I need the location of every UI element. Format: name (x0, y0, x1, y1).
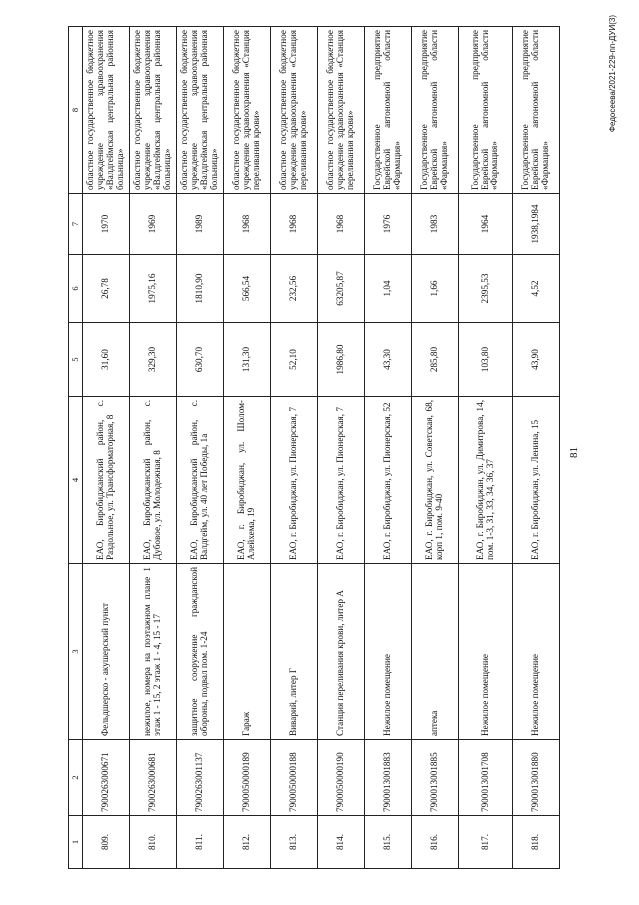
object-value: 63205,87 (318, 255, 365, 323)
object-name: Нежилое помещение (513, 564, 560, 740)
row-number: 817. (459, 816, 513, 869)
registry-number: 7900050000189 (224, 740, 271, 816)
registry-number: 7900050000190 (318, 740, 365, 816)
object-area: 43,30 (365, 323, 412, 397)
object-address: ЕАО, Биробиджанский район, с. Дубовое, ул. Молодежная, 8 (130, 397, 177, 564)
object-area: 103,80 (459, 323, 513, 397)
header-row (69, 27, 83, 869)
object-area: 329,30 (130, 323, 177, 397)
construction-year: 1968 (318, 194, 365, 255)
construction-year: 1968 (224, 194, 271, 255)
holder-name: Государственное предприятие Еврейской автономной области «Фармация» (365, 27, 412, 194)
table-row (130, 27, 177, 869)
object-name: Фельдшерско - акушерский пункт (83, 564, 130, 740)
object-address: ЕАО, Биробиджанский район, с. Раздольное, ул. Трансформаторная, 8 (83, 397, 130, 564)
object-name: Нежилое помещение (365, 564, 412, 740)
object-value: 566,54 (224, 255, 271, 323)
row-number: 811. (177, 816, 224, 869)
object-value: 232,56 (271, 255, 318, 323)
object-value: 1975,16 (130, 255, 177, 323)
table-row (224, 27, 271, 869)
construction-year: 1970 (83, 194, 130, 255)
object-value: 26,78 (83, 255, 130, 323)
registry-number: 7900263000681 (130, 740, 177, 816)
object-name: защитное сооружение гражданской обороны, подвал пом. 1-24 (177, 564, 224, 740)
table-row (412, 27, 459, 869)
column-header: 5 (69, 323, 83, 397)
object-name: Виварий, литер Г (271, 564, 318, 740)
object-value: 2395,53 (459, 255, 513, 323)
page-number: 81 (568, 447, 580, 458)
holder-name: Государственное предприятие Еврейской автономной области «Фармация» (513, 27, 560, 194)
table-row (513, 27, 560, 869)
column-header: 6 (69, 255, 83, 323)
column-header: 2 (69, 740, 83, 816)
object-address: ЕАО, г. Биробиджан, ул. Пионерская, 7 (271, 397, 318, 564)
table-row (177, 27, 224, 869)
holder-name: областное государственное бюджетное учреждение здравоохранения «Станция переливания крови» (318, 27, 365, 194)
object-address: ЕАО, г. Биробиджан, ул. Пионерская, 7 (318, 397, 365, 564)
object-area: 131,30 (224, 323, 271, 397)
object-name: Гараж (224, 564, 271, 740)
object-area: 52,10 (271, 323, 318, 397)
object-address: ЕАО, г. Биробиджан, ул. Пионерская, 52 (365, 397, 412, 564)
column-header: 3 (69, 564, 83, 740)
table-row (459, 27, 513, 869)
table-row (318, 27, 365, 869)
object-name: аптека (412, 564, 459, 740)
row-number: 812. (224, 816, 271, 869)
object-address: ЕАО, г. Биробиджан, ул. Советская, 68, корп 1, пом. 9-40 (412, 397, 459, 564)
object-value: 1810,90 (177, 255, 224, 323)
table-row (83, 27, 130, 869)
object-address: ЕАО, Биробиджанский район, с. Валдгейм, ул. 40 лет Победы, 1а (177, 397, 224, 564)
object-name: нежилое, номера на поэтажном плане 1 этаж 1 - 15, 2 этаж 1 - 4, 15 - 17 (130, 564, 177, 740)
column-header: 8 (69, 27, 83, 194)
holder-name: Государственное предприятие Еврейской автономной области «Фармация» (412, 27, 459, 194)
holder-name: областное государственное бюджетное учреждение здравоохранения «Валдгеймская центральная районная больница» (83, 27, 130, 194)
registry-number: 7900263001137 (177, 740, 224, 816)
object-address: ЕАО, г. Биробиджан, ул. Ленина, 15 (513, 397, 560, 564)
row-number: 810. (130, 816, 177, 869)
registry-number: 7900013001885 (412, 740, 459, 816)
row-number: 818. (513, 816, 560, 869)
holder-name: областное государственное бюджетное учреждение здравоохранения «Валдгеймская центральная районная больница» (177, 27, 224, 194)
holder-name: Государственное предприятие Еврейской автономной области «Фармация» (459, 27, 513, 194)
registry-number: 7900050000188 (271, 740, 318, 816)
holder-name: областное государственное бюджетное учреждение здравоохранения «Станция переливания крови» (224, 27, 271, 194)
property-table (68, 26, 560, 869)
object-area: 1986,80 (318, 323, 365, 397)
footer-note: Федосеева/2021-229-пп-ДУИ(3) (608, 15, 617, 133)
holder-name: областное государственное бюджетное учреждение здравоохранения «Валдгеймская центральная районная больница» (130, 27, 177, 194)
registry-number: 7900263000671 (83, 740, 130, 816)
row-number: 814. (318, 816, 365, 869)
object-name: Нежилое помещение (459, 564, 513, 740)
object-name: Станция переливания крови, литер А (318, 564, 365, 740)
registry-number: 7900013001883 (365, 740, 412, 816)
object-value: 4,52 (513, 255, 560, 323)
object-area: 31,60 (83, 323, 130, 397)
construction-year: 1938,1984 (513, 194, 560, 255)
row-number: 809. (83, 816, 130, 869)
object-value: 1,66 (412, 255, 459, 323)
object-value: 1,04 (365, 255, 412, 323)
column-header: 4 (69, 397, 83, 564)
registry-number: 7900013001880 (513, 740, 560, 816)
row-number: 816. (412, 816, 459, 869)
row-number: 815. (365, 816, 412, 869)
table-row (365, 27, 412, 869)
object-address: ЕАО, г. Биробиджан, ул. Димитрова, 14, пом. 1-3, 31, 33, 34, 36, 37 (459, 397, 513, 564)
construction-year: 1968 (271, 194, 318, 255)
row-number: 813. (271, 816, 318, 869)
column-header: 7 (69, 194, 83, 255)
object-area: 43,90 (513, 323, 560, 397)
holder-name: областное государственное бюджетное учреждение здравоохранения «Станция переливания крови» (271, 27, 318, 194)
construction-year: 1976 (365, 194, 412, 255)
construction-year: 1969 (130, 194, 177, 255)
construction-year: 1983 (412, 194, 459, 255)
table-row (271, 27, 318, 869)
object-address: ЕАО, г. Биробиджан, ул. Шолом-Алейхема, 19 (224, 397, 271, 564)
construction-year: 1964 (459, 194, 513, 255)
column-header: 1 (69, 816, 83, 869)
registry-number: 7900013001708 (459, 740, 513, 816)
construction-year: 1989 (177, 194, 224, 255)
object-area: 285,80 (412, 323, 459, 397)
object-area: 630,70 (177, 323, 224, 397)
